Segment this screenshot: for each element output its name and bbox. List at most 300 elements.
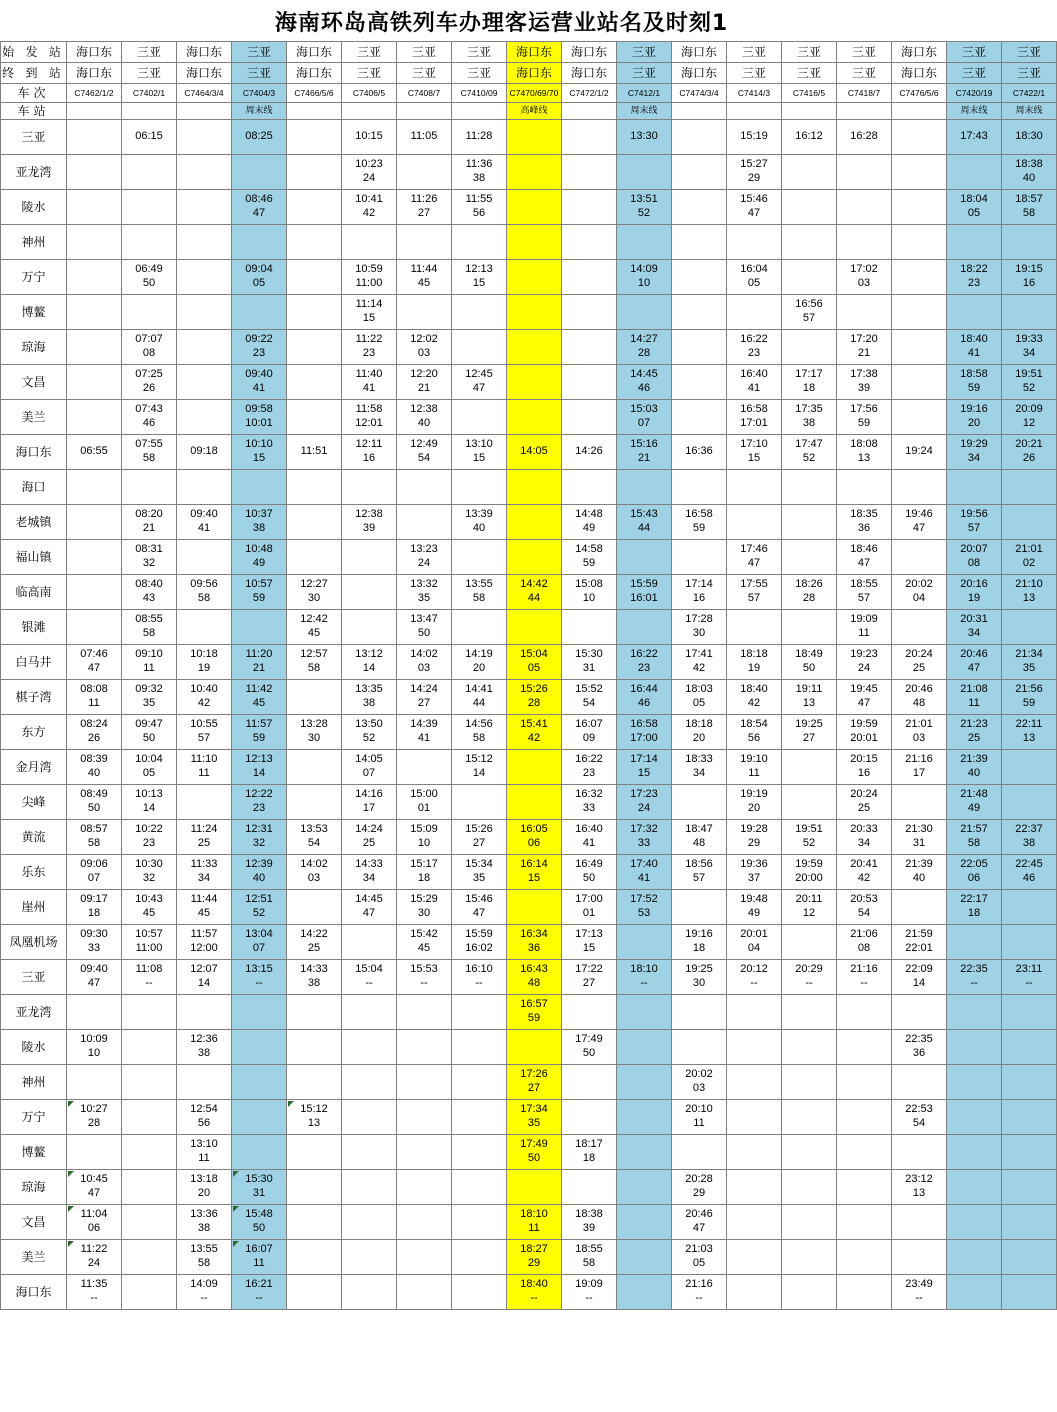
time-cell [672, 1170, 727, 1205]
departure-time: 15 [747, 452, 761, 464]
departure-time: 24 [637, 802, 651, 814]
departure-time: 12 [802, 907, 816, 919]
header-trainno-17[interactable]: C7422/1 [1002, 84, 1057, 103]
time-cell [452, 645, 507, 680]
time-cell [617, 540, 672, 575]
departure-time: 45 [252, 697, 266, 709]
arrival-time: 13:55 [190, 1243, 218, 1256]
header-trainno-0[interactable]: C7462/1/2 [67, 84, 122, 103]
time-cell [727, 995, 782, 1030]
header-trainno-14[interactable]: C7418/7 [837, 84, 892, 103]
time-cell [342, 645, 397, 680]
time-cell [452, 890, 507, 925]
arrival-time: 16:14 [520, 858, 548, 871]
arrival-time: 12:22 [245, 788, 273, 801]
time-cell [947, 1100, 1002, 1135]
time-cell [342, 680, 397, 715]
departure-time: 08 [857, 942, 871, 954]
time-cell [397, 995, 452, 1030]
header-destination-9: 海口东 [562, 63, 617, 84]
departure-time: 24 [362, 172, 376, 184]
header-trainno-5[interactable]: C7406/5 [342, 84, 397, 103]
departure-time: 49 [967, 802, 981, 814]
time-cell [837, 1100, 892, 1135]
departure-time: 11:00 [135, 942, 163, 954]
time-cell [562, 715, 617, 750]
table-row [1, 225, 1057, 260]
departure-time: 32 [142, 557, 156, 569]
time-cell [287, 260, 342, 295]
departure-time: 38 [197, 1222, 211, 1234]
time-cell [452, 435, 507, 470]
time-cell [507, 750, 562, 785]
departure-time: 58 [142, 627, 156, 639]
time-cell [892, 470, 947, 505]
header-trainno-13[interactable]: C7416/5 [782, 84, 837, 103]
arrival-time: 10:55 [190, 718, 218, 731]
time-cell [342, 715, 397, 750]
departure-time: 11 [693, 1117, 705, 1129]
time-cell [507, 260, 562, 295]
header-trainno-12[interactable]: C7414/3 [727, 84, 782, 103]
station-name: 神州 [1, 1065, 67, 1100]
time-cell [507, 925, 562, 960]
time-cell [837, 505, 892, 540]
header-origin-15: 海口东 [892, 42, 947, 63]
departure-time: 26 [1022, 452, 1036, 464]
departure-time: 03 [857, 277, 871, 289]
time-cell [287, 1100, 342, 1135]
time-cell [672, 190, 727, 225]
time-cell [452, 260, 507, 295]
arrival-time: 14:27 [630, 333, 658, 346]
header-origin-6: 三亚 [397, 42, 452, 63]
time-cell [397, 750, 452, 785]
arrival-time: 12:38 [410, 403, 438, 416]
time-cell [397, 435, 452, 470]
time-cell [892, 1240, 947, 1275]
time-cell [397, 400, 452, 435]
time-cell [232, 1275, 287, 1310]
time-cell [232, 890, 287, 925]
departure-time: 41 [362, 382, 376, 394]
arrival-time: 17:49 [575, 1033, 603, 1046]
departure-time: 58 [472, 592, 486, 604]
time-cell [617, 750, 672, 785]
time-cell [727, 1135, 782, 1170]
time-cell [1002, 960, 1057, 995]
table-row [1, 715, 1057, 750]
header-note-8: 高峰线 [507, 103, 562, 120]
timetable-body [1, 120, 1057, 1310]
time-cell [672, 610, 727, 645]
time-cell [727, 330, 782, 365]
arrival-time: 13:15 [245, 963, 273, 976]
time-cell [507, 190, 562, 225]
time-cell [672, 505, 727, 540]
arrival-time: 17:55 [740, 578, 768, 591]
time-cell [947, 575, 1002, 610]
departure-time: 11 [748, 767, 760, 779]
time-cell [342, 470, 397, 505]
arrival-time: 17:43 [960, 130, 988, 143]
time-cell [1002, 120, 1057, 155]
arrival-time: 22:05 [960, 858, 988, 871]
arrival-time: 23:12 [905, 1173, 933, 1186]
header-trainno-4[interactable]: C7466/5/6 [287, 84, 342, 103]
time-cell [727, 400, 782, 435]
time-cell [617, 470, 672, 505]
arrival-time: 18:10 [630, 963, 658, 976]
time-cell [507, 575, 562, 610]
arrival-time: 19:23 [850, 648, 878, 661]
timetable-header [1, 42, 1057, 120]
time-cell [672, 540, 727, 575]
arrival-time: 17:46 [740, 543, 768, 556]
time-cell [342, 750, 397, 785]
departure-time: 10 [87, 1047, 101, 1059]
arrival-time: 11:22 [80, 1243, 108, 1256]
arrival-time: 08:55 [135, 613, 163, 626]
time-cell [947, 925, 1002, 960]
arrival-time: 15:43 [630, 508, 658, 521]
header-note-12 [727, 103, 782, 120]
time-cell [287, 295, 342, 330]
time-cell [122, 680, 177, 715]
time-cell [287, 1170, 342, 1205]
time-cell [397, 855, 452, 890]
time-cell [1002, 610, 1057, 645]
time-cell [892, 1100, 947, 1135]
arrival-time: 15:46 [740, 193, 768, 206]
time-cell [782, 1240, 837, 1275]
arrival-time: 14:16 [355, 788, 383, 801]
time-cell [672, 260, 727, 295]
time-cell [287, 680, 342, 715]
departure-time: 59 [252, 732, 266, 744]
time-cell [397, 1100, 452, 1135]
departure-time: 47 [692, 1222, 706, 1234]
header-origin-11: 海口东 [672, 42, 727, 63]
time-cell [177, 1240, 232, 1275]
departure-time: 40 [87, 767, 101, 779]
time-cell [727, 190, 782, 225]
departure-time: 46 [1022, 872, 1036, 884]
time-cell [782, 1100, 837, 1135]
arrival-time: 18:56 [685, 858, 713, 871]
time-cell [507, 890, 562, 925]
departure-time: 14 [362, 662, 376, 674]
arrival-time: 06:49 [135, 263, 163, 276]
header-trainno-6[interactable]: C7408/7 [397, 84, 452, 103]
departure-time: 33 [87, 942, 101, 954]
time-cell [837, 1135, 892, 1170]
time-cell [67, 645, 122, 680]
time-cell [1002, 715, 1057, 750]
time-cell [342, 1240, 397, 1275]
time-cell [617, 1275, 672, 1310]
time-cell [782, 435, 837, 470]
arrival-time: 15:12 [465, 753, 493, 766]
header-destination-3: 三亚 [232, 63, 287, 84]
time-cell [122, 540, 177, 575]
time-cell [177, 925, 232, 960]
time-cell [342, 1135, 397, 1170]
time-cell [122, 925, 177, 960]
time-cell [507, 505, 562, 540]
time-cell [507, 120, 562, 155]
time-cell [287, 960, 342, 995]
time-cell [782, 505, 837, 540]
header-destination-7: 三亚 [452, 63, 507, 84]
time-cell [177, 960, 232, 995]
time-cell [672, 1240, 727, 1275]
departure-time: 50 [582, 872, 596, 884]
departure-time: 14 [252, 767, 266, 779]
time-cell [232, 470, 287, 505]
arrival-time: 21:57 [960, 823, 988, 836]
time-cell [122, 1170, 177, 1205]
arrival-time: 11:36 [465, 158, 493, 171]
time-cell [947, 680, 1002, 715]
time-cell [892, 1135, 947, 1170]
time-cell [617, 260, 672, 295]
departure-time: 09 [582, 732, 596, 744]
time-cell [947, 715, 1002, 750]
time-cell [837, 365, 892, 400]
time-cell [177, 225, 232, 260]
arrival-time: 13:23 [410, 543, 438, 556]
time-cell [837, 1275, 892, 1310]
arrival-time: 16:22 [740, 333, 768, 346]
time-cell [452, 575, 507, 610]
time-cell [287, 505, 342, 540]
arrival-time: 21:34 [1015, 648, 1043, 661]
header-destination-5: 三亚 [342, 63, 397, 84]
time-cell [287, 645, 342, 680]
arrival-time: 10:43 [135, 893, 163, 906]
time-cell [452, 295, 507, 330]
time-cell [562, 1170, 617, 1205]
time-cell [892, 120, 947, 155]
departure-time: 59 [527, 1012, 541, 1024]
time-cell [342, 820, 397, 855]
time-cell [1002, 470, 1057, 505]
time-cell [507, 540, 562, 575]
departure-time: 19 [197, 662, 211, 674]
arrival-time: 20:29 [795, 963, 823, 976]
departure-time: -- [420, 977, 428, 989]
header-trainno-16[interactable]: C7420/19 [947, 84, 1002, 103]
time-cell [617, 855, 672, 890]
arrival-time: 18:40 [520, 1278, 548, 1291]
header-trainno-3[interactable]: C7404/3 [232, 84, 287, 103]
time-cell [837, 1170, 892, 1205]
time-cell [342, 505, 397, 540]
departure-time: 50 [142, 732, 156, 744]
time-cell [727, 260, 782, 295]
departure-time: 18 [692, 942, 706, 954]
time-cell [947, 1240, 1002, 1275]
arrival-time: 10:23 [355, 158, 383, 171]
arrival-time: 19:59 [795, 858, 823, 871]
departure-time: 03 [912, 732, 926, 744]
time-cell [452, 1100, 507, 1135]
timetable-sheet [0, 6, 1046, 1310]
arrival-time: 08:24 [80, 718, 108, 731]
arrival-time: 13:47 [410, 613, 438, 626]
time-cell [837, 855, 892, 890]
station-name: 福山镇 [1, 540, 67, 575]
time-cell [452, 820, 507, 855]
time-cell [672, 715, 727, 750]
arrival-time: 11:44 [190, 893, 218, 906]
departure-time: 44 [637, 522, 651, 534]
table-row [1, 295, 1057, 330]
arrival-time: 17:10 [740, 438, 768, 451]
time-cell [562, 365, 617, 400]
time-cell [122, 260, 177, 295]
departure-time: 50 [142, 277, 156, 289]
time-cell [617, 1065, 672, 1100]
header-trainno-9[interactable]: C7472/1/2 [562, 84, 617, 103]
departure-time: 39 [857, 382, 871, 394]
header-trainno-2[interactable]: C7464/3/4 [177, 84, 232, 103]
time-cell [1002, 855, 1057, 890]
time-cell [672, 330, 727, 365]
time-cell [892, 645, 947, 680]
header-note-4 [287, 103, 342, 120]
time-cell [177, 1065, 232, 1100]
time-cell [782, 190, 837, 225]
time-cell [122, 1030, 177, 1065]
departure-time: 15 [637, 767, 651, 779]
time-cell [782, 855, 837, 890]
time-cell [342, 190, 397, 225]
departure-time: 24 [87, 1257, 101, 1269]
arrival-time: 19:09 [850, 613, 878, 626]
time-cell [617, 1240, 672, 1275]
time-cell [782, 890, 837, 925]
departure-time: 37 [747, 872, 761, 884]
header-trainno-8[interactable]: C7470/69/70 [507, 84, 562, 103]
departure-time: 47 [747, 557, 761, 569]
header-trainno-10[interactable]: C7412/1 [617, 84, 672, 103]
arrival-time: 17:52 [630, 893, 658, 906]
time-cell [1002, 295, 1057, 330]
arrival-time: 16:04 [740, 263, 768, 276]
time-cell [67, 505, 122, 540]
arrival-time: 21:16 [905, 753, 933, 766]
arrival-time: 16:43 [520, 963, 548, 976]
time-cell [617, 715, 672, 750]
time-cell [1002, 1205, 1057, 1240]
time-cell [67, 1275, 122, 1310]
arrival-time: 18:17 [575, 1138, 603, 1151]
arrival-time: 08:08 [80, 683, 108, 696]
arrival-time: 16:36 [685, 445, 713, 458]
time-cell [617, 120, 672, 155]
time-cell [342, 890, 397, 925]
table-row [1, 575, 1057, 610]
arrival-time: 18:38 [1015, 158, 1043, 171]
time-cell [1002, 505, 1057, 540]
time-cell [672, 1065, 727, 1100]
time-cell [452, 1135, 507, 1170]
departure-time: 14 [912, 977, 926, 989]
time-cell [947, 225, 1002, 260]
time-cell [177, 785, 232, 820]
header-origin-9: 海口东 [562, 42, 617, 63]
departure-time: 05 [142, 767, 156, 779]
time-cell [287, 330, 342, 365]
departure-time: 56 [197, 1117, 211, 1129]
header-trainno-1[interactable]: C7402/1 [122, 84, 177, 103]
time-cell [837, 680, 892, 715]
departure-time: 41 [197, 522, 211, 534]
departure-time: 01 [417, 802, 431, 814]
departure-time: 42 [362, 207, 376, 219]
time-cell [892, 750, 947, 785]
time-cell [562, 190, 617, 225]
time-cell [782, 645, 837, 680]
departure-time: 14 [472, 767, 486, 779]
arrival-time: 19:15 [1015, 263, 1043, 276]
arrival-time: 09:06 [80, 858, 108, 871]
time-cell [617, 365, 672, 400]
time-cell [562, 785, 617, 820]
time-cell [562, 400, 617, 435]
time-cell [177, 190, 232, 225]
arrival-time: 21:03 [685, 1243, 713, 1256]
arrival-time: 17:14 [630, 753, 658, 766]
arrival-time: 12:45 [465, 368, 493, 381]
departure-time: 38 [252, 522, 266, 534]
departure-time: 15 [362, 312, 376, 324]
time-cell [617, 155, 672, 190]
departure-time: 15 [472, 277, 486, 289]
time-cell [67, 260, 122, 295]
departure-time: 04 [912, 592, 926, 604]
time-cell [122, 1240, 177, 1275]
arrival-time: 17:13 [575, 928, 603, 941]
departure-time: 24 [417, 557, 431, 569]
arrival-time: 19:51 [795, 823, 823, 836]
header-trainno-15[interactable]: C7476/5/6 [892, 84, 947, 103]
station-name: 文昌 [1, 1205, 67, 1240]
station-name: 琼海 [1, 330, 67, 365]
time-cell [177, 750, 232, 785]
arrival-time: 08:39 [80, 753, 108, 766]
time-cell [122, 575, 177, 610]
header-trainno-11[interactable]: C7474/3/4 [672, 84, 727, 103]
departure-time: 35 [527, 1117, 541, 1129]
time-cell [1002, 1240, 1057, 1275]
departure-time: 34 [857, 837, 871, 849]
time-cell [507, 855, 562, 890]
arrival-time: 12:27 [300, 578, 328, 591]
time-cell [1002, 435, 1057, 470]
arrival-time: 20:01 [740, 928, 768, 941]
time-cell [507, 610, 562, 645]
arrival-time: 09:40 [245, 368, 273, 381]
arrival-time: 12:36 [190, 1033, 218, 1046]
time-cell [67, 540, 122, 575]
time-cell [342, 1030, 397, 1065]
header-trainno-7[interactable]: C7410/09 [452, 84, 507, 103]
departure-time: 57 [747, 592, 761, 604]
departure-time: 25 [197, 837, 211, 849]
